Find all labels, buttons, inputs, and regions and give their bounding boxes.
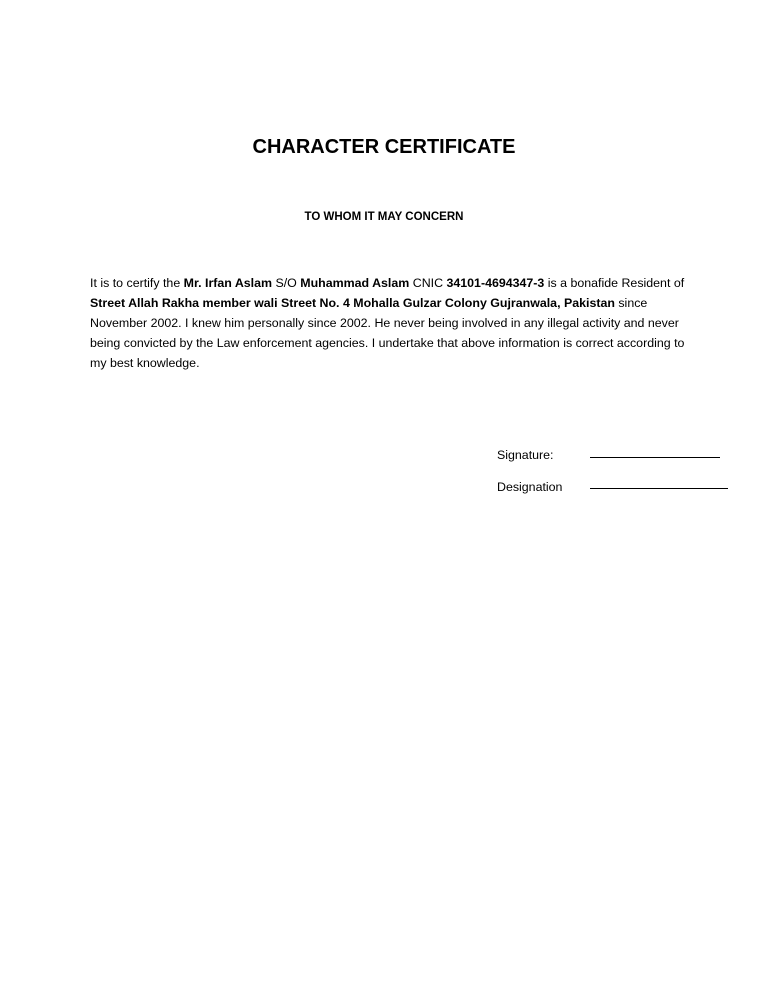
certificate-title: CHARACTER CERTIFICATE — [252, 136, 516, 158]
body-text-5: since November 2002. I knew him personally since 2002. He never being involved in any illegal activity and never being convicted by the Law enforcement agencies. I undertake that above information is correct according to my best knowledge. — [90, 296, 685, 370]
body-text-1: It is to certify the — [90, 276, 184, 290]
person-name: Mr. Irfan Aslam — [183, 276, 273, 290]
salutation: TO WHOM IT MAY CONCERN — [304, 211, 464, 223]
signature-label: Signature: — [497, 448, 554, 462]
signature-line — [590, 457, 720, 458]
body-text-3: CNIC — [409, 276, 447, 290]
body-text-4: is a bonafide Resident of — [544, 276, 685, 290]
certificate-body — [90, 273, 690, 373]
cnic-number: 34101-4694347-3 — [446, 276, 545, 290]
body-text-2: S/O — [272, 276, 301, 290]
designation-label: Designation — [497, 480, 563, 494]
father-name: Muhammad Aslam — [300, 276, 410, 290]
residence-address: Street Allah Rakha member wali Street No. 4 Mohalla Gulzar Colony Gujranwala, Pakistan — [90, 296, 615, 310]
designation-line — [590, 488, 728, 489]
